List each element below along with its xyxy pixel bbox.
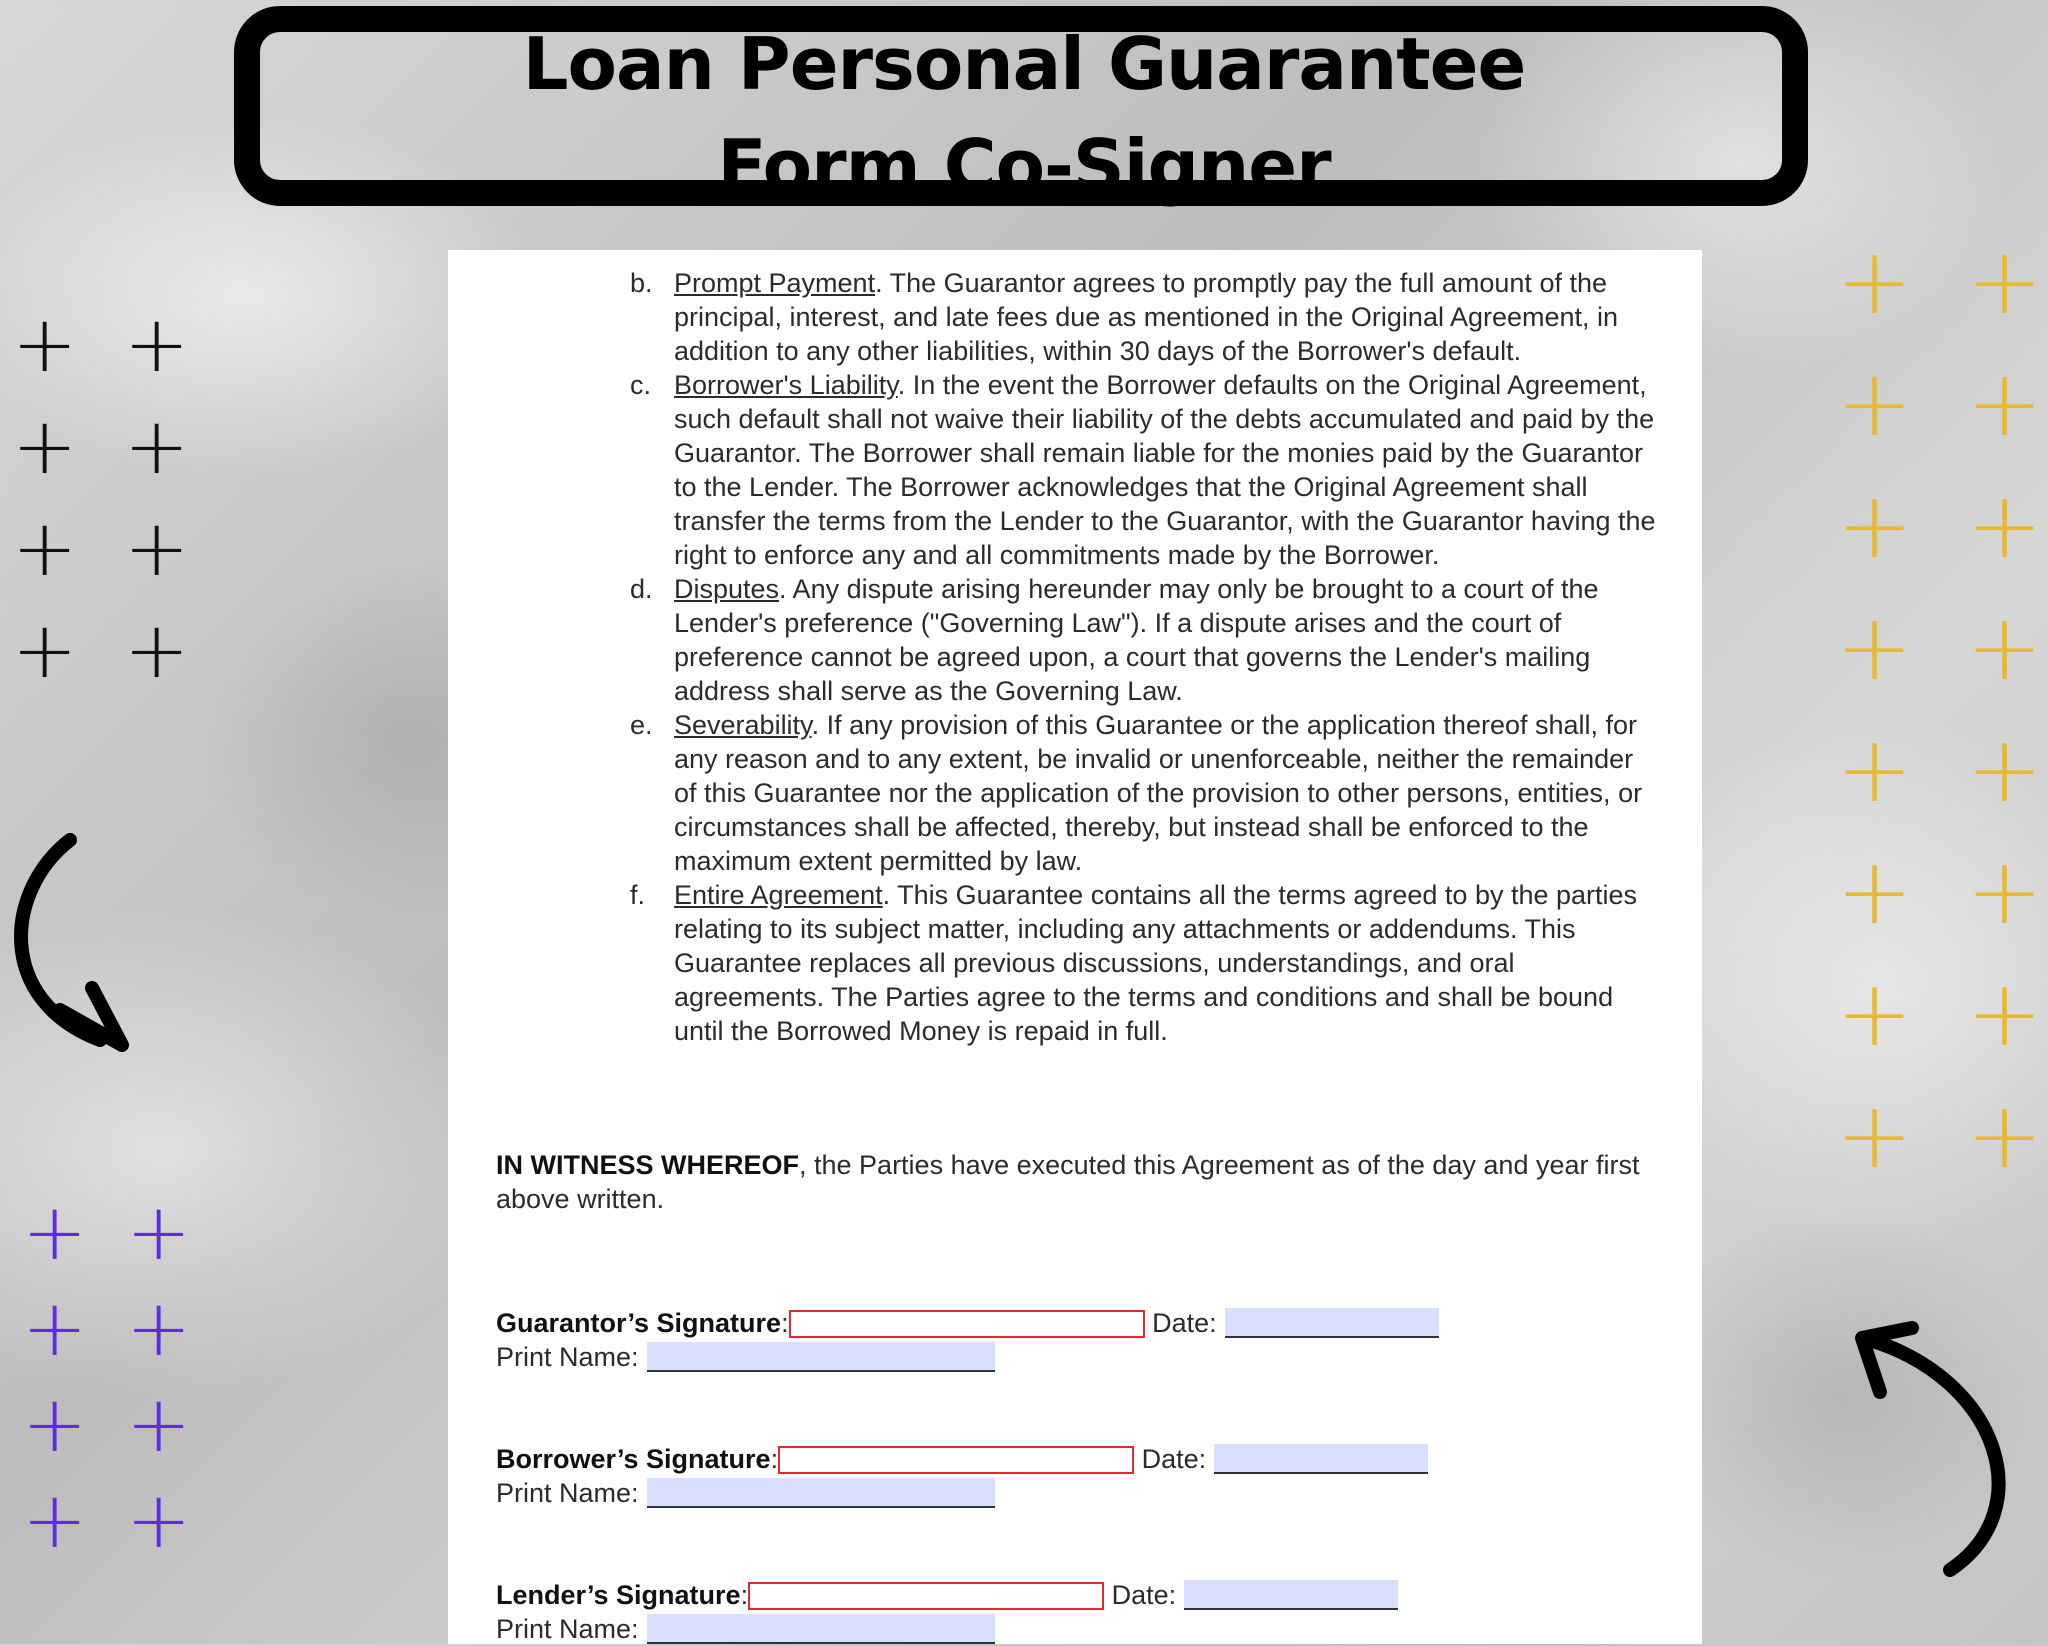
- print-name-row: [496, 1476, 1428, 1510]
- plus-icon: +: [12, 402, 78, 492]
- clause-heading: Borrower's Liability: [674, 370, 898, 400]
- signature-row: Borrower’s Signature: Date:: [496, 1442, 1428, 1476]
- witness-heading: IN WITNESS WHEREOF: [496, 1150, 799, 1180]
- clause-item: [448, 572, 1702, 708]
- lender-signature-field[interactable]: [748, 1582, 1104, 1610]
- clause-letter: d.: [630, 574, 653, 604]
- clause-letter: f.: [630, 880, 646, 910]
- clause-letter: b.: [630, 268, 653, 298]
- clause-letter: c.: [630, 370, 652, 400]
- signature-label: Guarantor’s Signature: [496, 1308, 782, 1338]
- plus-icon: +: [1836, 716, 1914, 823]
- date-label: Date:: [1152, 1308, 1217, 1338]
- plus-icon: +: [12, 300, 78, 390]
- signature-row: Guarantor’s Signature: Date:: [496, 1306, 1439, 1340]
- borrower-signature-block: [496, 1442, 1428, 1510]
- plus-icon: +: [1836, 1082, 1914, 1189]
- clause-item: [448, 878, 1702, 1048]
- lender-print-name-field[interactable]: [647, 1614, 995, 1644]
- guarantor-signature-field[interactable]: [789, 1310, 1145, 1338]
- curved-arrow-up-left-icon: [1850, 1320, 2020, 1580]
- curved-arrow-down-right-icon: [0, 830, 140, 1060]
- print-name-label: Print Name:: [496, 1478, 639, 1508]
- clause-heading: Entire Agreement: [674, 880, 883, 910]
- plus-icon: +: [1836, 838, 1914, 945]
- plus-icon: +: [1966, 228, 2044, 335]
- guarantor-signature-block: [496, 1306, 1439, 1374]
- print-name-label: Print Name:: [496, 1614, 639, 1644]
- plus-icon: +: [22, 1476, 88, 1566]
- plus-icon: +: [124, 504, 190, 594]
- clause-body: . Any dispute arising hereunder may only be brought to a court of the Lender's preference ("Governing Law"). If a dispute arises and the court of preference cannot be agreed upon, a court that governs the Lender's mailing address shall serve as the Governing Law.: [674, 574, 1599, 706]
- signature-label: Borrower’s Signature: [496, 1444, 771, 1474]
- witness-text: , the Parties have executed this Agreement as of the day and year first above written.: [496, 1150, 1640, 1214]
- clause-item: [448, 708, 1702, 878]
- plus-icon: +: [124, 402, 190, 492]
- signature-row: Lender’s Signature: Date:: [496, 1578, 1398, 1612]
- plus-icon: +: [1966, 472, 2044, 579]
- plus-icon: +: [22, 1380, 88, 1470]
- page-title-line-1: Loan Personal Guarantee: [522, 22, 1526, 106]
- clause-body: . This Guarantee contains all the terms agreed to by the parties relating to its subject matter, including any attachments or addendums. This Guarantee replaces all previous discussions, understandings, and oral agreements. The Parties agree to the terms and conditions and shall be bound until the Borrowed Money is repaid in full.: [674, 880, 1638, 1046]
- guarantor-date-field[interactable]: [1225, 1308, 1439, 1338]
- plus-icon: +: [126, 1380, 192, 1470]
- plus-icon: +: [1966, 960, 2044, 1067]
- clause-heading: Severability: [674, 710, 812, 740]
- plus-icon: +: [12, 504, 78, 594]
- document-page: [448, 250, 1702, 1644]
- plus-icon: +: [126, 1284, 192, 1374]
- plus-icon: +: [1836, 594, 1914, 701]
- clause-body: . In the event the Borrower defaults on the Original Agreement, such default shall not waive their liability of the debts accumulated and paid by the Guarantor. The Borrower shall remain liable for the monies paid by the Guarantor to the Lender. The Borrower acknowledges that the Original Agreement shall transfer the terms from the Lender to the Guarantor, with the Guarantor having the right to enforce any and all commitments made by the Borrower.: [674, 370, 1656, 570]
- clause-heading: Disputes: [674, 574, 780, 604]
- print-name-label: Print Name:: [496, 1342, 639, 1372]
- borrower-date-field[interactable]: [1214, 1444, 1428, 1474]
- witness-paragraph: [496, 1148, 1676, 1216]
- plus-icon: +: [1966, 350, 2044, 457]
- borrower-signature-field[interactable]: [778, 1446, 1134, 1474]
- page-title-line-2: Form Co-Signer: [717, 124, 1331, 208]
- plus-icon: +: [12, 606, 78, 696]
- plus-icon: +: [1966, 594, 2044, 701]
- clause-item: [448, 266, 1702, 368]
- date-label: Date:: [1141, 1444, 1207, 1474]
- lender-date-field[interactable]: [1184, 1580, 1398, 1610]
- clause-body: . The Guarantor agrees to promptly pay the full amount of the principal, interest, and late fees due as mentioned in the Original Agreement, in addition to any other liabilities, within 30 days of the Borrower's default.: [674, 268, 1619, 366]
- guarantor-print-name-field[interactable]: [647, 1342, 995, 1372]
- clause-heading: Prompt Payment: [674, 268, 876, 298]
- plus-icon: +: [1966, 838, 2044, 945]
- plus-icon: +: [22, 1188, 88, 1278]
- lender-signature-block: [496, 1578, 1398, 1646]
- print-name-row: [496, 1340, 1439, 1374]
- clause-list: [448, 266, 1702, 1048]
- plus-icon: +: [126, 1476, 192, 1566]
- plus-icon: +: [1966, 1082, 2044, 1189]
- plus-icon: +: [1966, 716, 2044, 823]
- plus-icon: +: [1836, 960, 1914, 1067]
- date-label: Date:: [1111, 1580, 1177, 1610]
- borrower-print-name-field[interactable]: [647, 1478, 995, 1508]
- plus-icon: +: [124, 606, 190, 696]
- plus-icon: +: [1836, 228, 1914, 335]
- clause-letter: e.: [630, 710, 653, 740]
- clause-item: [448, 368, 1702, 572]
- plus-icon: +: [1836, 350, 1914, 457]
- signature-label: Lender’s Signature: [496, 1580, 741, 1610]
- plus-icon: +: [124, 300, 190, 390]
- print-name-row: [496, 1612, 1398, 1646]
- clause-body: . If any provision of this Guarantee or the application thereof shall, for any reason and to any extent, be invalid or unenforceable, neither the remainder of this Guarantee nor the application of the provision to other persons, entities, or circumstances shall be affected, thereby, but instead shall be enforced to the maximum extent permitted by law.: [674, 710, 1643, 876]
- plus-icon: +: [22, 1284, 88, 1374]
- plus-icon: +: [1836, 472, 1914, 579]
- plus-icon: +: [126, 1188, 192, 1278]
